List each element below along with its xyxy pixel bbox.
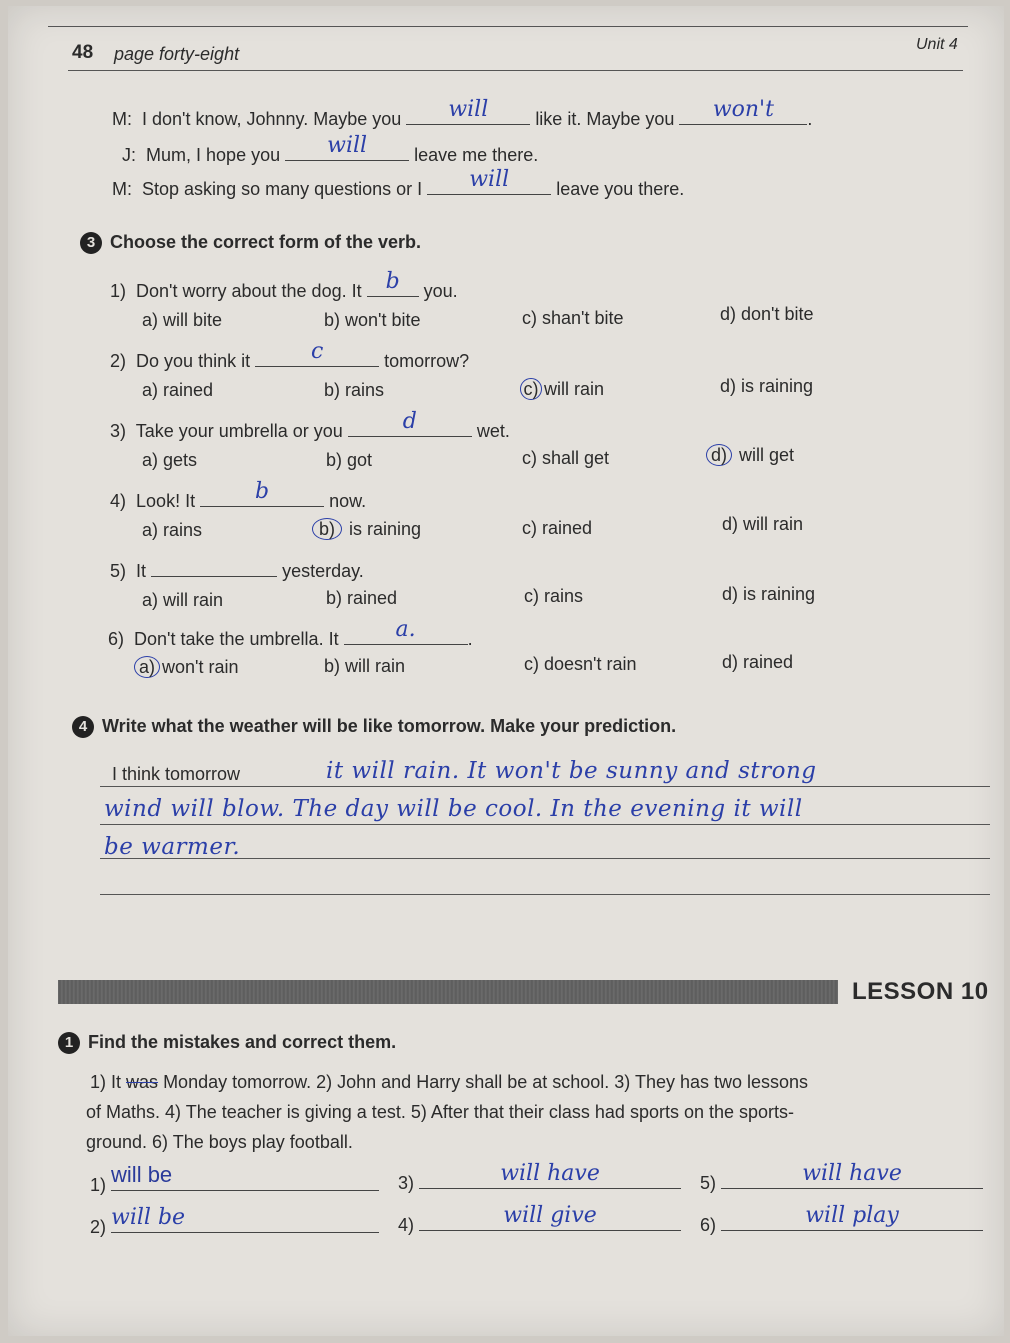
page-number: 48 bbox=[72, 42, 94, 63]
answer-blank[interactable] bbox=[344, 617, 468, 645]
exercise-instruction: Find the mistakes and correct them. bbox=[88, 1032, 397, 1052]
question-text: yesterday. bbox=[282, 561, 364, 581]
correction-2[interactable] bbox=[90, 1205, 379, 1238]
lesson-title: LESSON 10 bbox=[852, 978, 989, 1005]
correction-number: 5) bbox=[700, 1173, 717, 1193]
option-selected[interactable] bbox=[520, 378, 604, 400]
writing-line bbox=[100, 824, 990, 825]
dialogue-text: leave me there. bbox=[414, 145, 539, 165]
answer-blank[interactable] bbox=[679, 97, 807, 125]
handwritten-answer: will have bbox=[802, 1161, 902, 1186]
ex3-question-5 bbox=[110, 554, 364, 582]
option[interactable]: c) shan't bite bbox=[522, 308, 624, 328]
unit-label: Unit 4 bbox=[916, 36, 958, 53]
header-bottom-rule bbox=[68, 70, 963, 71]
question-text: . bbox=[467, 629, 473, 649]
option[interactable]: c) rained bbox=[522, 518, 593, 538]
question-text: Take your umbrella or you bbox=[135, 421, 343, 441]
handwritten-answer: a. bbox=[395, 617, 416, 642]
dialogue-text: leave you there. bbox=[556, 179, 685, 199]
ex3-question-2 bbox=[110, 339, 470, 372]
question-text: you. bbox=[423, 281, 458, 301]
question-text: Don't worry about the dog. It bbox=[136, 281, 362, 301]
option[interactable]: a) gets bbox=[142, 450, 198, 470]
handwritten-answer: c bbox=[310, 339, 324, 364]
handwritten-answer: d bbox=[402, 409, 417, 434]
option[interactable]: a) rained bbox=[142, 380, 214, 400]
option-selected[interactable] bbox=[134, 656, 238, 678]
answer-blank[interactable] bbox=[111, 1205, 379, 1233]
workbook-page bbox=[8, 6, 1004, 1336]
option[interactable]: d) will rain bbox=[722, 514, 804, 534]
answer-blank[interactable] bbox=[285, 133, 409, 161]
handwritten-answer: will give bbox=[503, 1203, 597, 1228]
lesson-divider-bar bbox=[58, 980, 838, 1004]
answer-blank[interactable] bbox=[406, 97, 530, 125]
answer-circle: d) bbox=[706, 444, 732, 466]
dialogue-text: like it. Maybe you bbox=[535, 109, 675, 129]
exercise-1-title bbox=[58, 1032, 396, 1054]
option[interactable]: c) shall get bbox=[522, 448, 610, 468]
option[interactable]: d) is raining bbox=[722, 584, 816, 604]
option[interactable]: b) got bbox=[326, 450, 373, 470]
handwritten-answer: will have bbox=[500, 1161, 600, 1186]
answer-blank[interactable] bbox=[151, 554, 277, 577]
speaker: J: bbox=[122, 145, 137, 165]
option[interactable]: b) will rain bbox=[324, 656, 406, 676]
dialogue-line-2 bbox=[122, 133, 539, 166]
writing-line bbox=[100, 786, 990, 787]
question-text: Don't take the umbrella. It bbox=[134, 629, 339, 649]
option-selected[interactable] bbox=[312, 518, 421, 540]
question-text: Do you think it bbox=[136, 351, 251, 371]
exercise-1-paragraph-line-2: of Maths. 4) The teacher is giving a test. 5) After that their class had sports on the sports- bbox=[86, 1102, 795, 1122]
answer-blank[interactable] bbox=[111, 1162, 379, 1191]
page-number-text: page forty-eight bbox=[114, 44, 240, 64]
question-text: wet. bbox=[476, 421, 510, 441]
struck-word: was bbox=[126, 1072, 159, 1092]
option[interactable]: d) rained bbox=[722, 652, 794, 672]
option[interactable]: b) won't bite bbox=[324, 310, 421, 330]
handwritten-answer: will bbox=[448, 97, 489, 122]
ex3-question-6 bbox=[108, 617, 473, 650]
option-text: will rain bbox=[544, 379, 605, 399]
exercise-number-badge: 4 bbox=[72, 716, 94, 738]
question-number: 4) bbox=[110, 491, 127, 511]
option[interactable]: c) doesn't rain bbox=[524, 654, 637, 674]
paragraph-text: 1) It bbox=[90, 1072, 122, 1092]
header-top-rule bbox=[48, 26, 968, 27]
answer-blank[interactable] bbox=[348, 409, 472, 437]
exercise-3-title bbox=[80, 232, 421, 254]
answer-blank[interactable] bbox=[419, 1161, 681, 1189]
answer-circle: a) bbox=[134, 656, 160, 678]
ex3-question-4 bbox=[110, 479, 367, 512]
option-text: will get bbox=[739, 445, 795, 465]
correction-number: 2) bbox=[90, 1217, 107, 1237]
answer-blank[interactable] bbox=[200, 479, 324, 507]
ex3-question-3 bbox=[110, 409, 510, 442]
exercise-number-badge: 1 bbox=[58, 1032, 80, 1054]
handwritten-answer: will bbox=[469, 167, 510, 192]
question-number: 5) bbox=[110, 561, 127, 581]
option[interactable]: a) will rain bbox=[142, 590, 224, 610]
correction-number: 4) bbox=[398, 1215, 415, 1235]
question-number: 3) bbox=[110, 421, 127, 441]
dialogue-line-3 bbox=[112, 167, 685, 200]
correction-number: 1) bbox=[90, 1175, 107, 1195]
correction-number: 6) bbox=[700, 1215, 717, 1235]
handwritten-answer: b bbox=[255, 479, 270, 504]
handwritten-answer-line-3[interactable]: be warmer. bbox=[104, 834, 241, 860]
answer-blank[interactable] bbox=[721, 1161, 983, 1189]
speaker: M: bbox=[112, 179, 132, 199]
handwritten-answer: b bbox=[385, 269, 400, 294]
question-number: 6) bbox=[108, 629, 125, 649]
printed-prompt: I think tomorrow bbox=[112, 764, 241, 784]
answer-blank[interactable] bbox=[367, 269, 419, 297]
speaker: M: bbox=[112, 109, 132, 129]
exercise-1-paragraph-line-3: ground. 6) The boys play football. bbox=[86, 1132, 353, 1152]
dialogue-text: Mum, I hope you bbox=[146, 145, 281, 165]
handwritten-answer: will be bbox=[111, 1162, 173, 1187]
answer-circle: b) bbox=[312, 518, 342, 540]
paragraph-text: Monday tomorrow. 2) John and Harry shall be at school. 3) They has two lessons bbox=[163, 1072, 809, 1092]
dialogue-text: I don't know, Johnny. Maybe you bbox=[142, 109, 402, 129]
correction-4[interactable] bbox=[398, 1203, 681, 1236]
option[interactable]: b) rained bbox=[326, 588, 398, 608]
correction-1[interactable] bbox=[90, 1162, 379, 1196]
option[interactable]: d) is raining bbox=[720, 376, 814, 396]
ex3-question-1 bbox=[110, 269, 458, 302]
correction-6[interactable] bbox=[700, 1203, 983, 1236]
question-text: now. bbox=[329, 491, 367, 511]
correction-5[interactable] bbox=[700, 1161, 983, 1194]
answer-blank[interactable] bbox=[255, 339, 379, 367]
correction-number: 3) bbox=[398, 1173, 415, 1193]
question-text: Look! It bbox=[136, 491, 196, 511]
exercise-number-badge: 3 bbox=[80, 232, 102, 254]
correction-3[interactable] bbox=[398, 1161, 681, 1194]
option[interactable]: c) rains bbox=[524, 586, 584, 606]
exercise-instruction: Choose the correct form of the verb. bbox=[110, 232, 422, 252]
handwritten-answer: will bbox=[327, 133, 368, 158]
question-number: 1) bbox=[110, 281, 127, 301]
dialogue-text: Stop asking so many questions or I bbox=[142, 179, 423, 199]
exercise-4-title bbox=[72, 716, 676, 738]
question-text: It bbox=[136, 561, 147, 581]
dialogue-text: . bbox=[807, 109, 813, 129]
handwritten-answer: will play bbox=[805, 1203, 899, 1228]
handwritten-answer: won't bbox=[712, 97, 774, 122]
option[interactable]: a) rains bbox=[142, 520, 203, 540]
dialogue-line-1 bbox=[112, 97, 813, 130]
answer-blank[interactable] bbox=[427, 167, 551, 195]
exercise-instruction: Write what the weather will be like tomorrow. Make your prediction. bbox=[102, 716, 677, 736]
question-number: 2) bbox=[110, 351, 127, 371]
handwritten-answer: will be bbox=[111, 1205, 186, 1230]
answer-blank[interactable] bbox=[721, 1203, 983, 1231]
answer-circle: c) bbox=[520, 378, 542, 400]
option-selected[interactable] bbox=[706, 444, 794, 466]
handwritten-answer-line-2[interactable]: wind will blow. The day will be cool. In the evening it will bbox=[104, 796, 803, 822]
handwritten-answer-line-1[interactable]: it will rain. It won't be sunny and strong bbox=[326, 758, 817, 784]
option-text: is raining bbox=[349, 519, 422, 539]
exercise-1-paragraph-line-1 bbox=[90, 1072, 808, 1093]
writing-line bbox=[100, 894, 990, 895]
question-text: tomorrow? bbox=[384, 351, 470, 371]
option[interactable]: a) will bite bbox=[142, 310, 223, 330]
option[interactable]: d) don't bite bbox=[720, 304, 814, 324]
answer-blank[interactable] bbox=[419, 1203, 681, 1231]
option-text: won't rain bbox=[162, 657, 239, 677]
option[interactable]: b) rains bbox=[324, 380, 385, 400]
